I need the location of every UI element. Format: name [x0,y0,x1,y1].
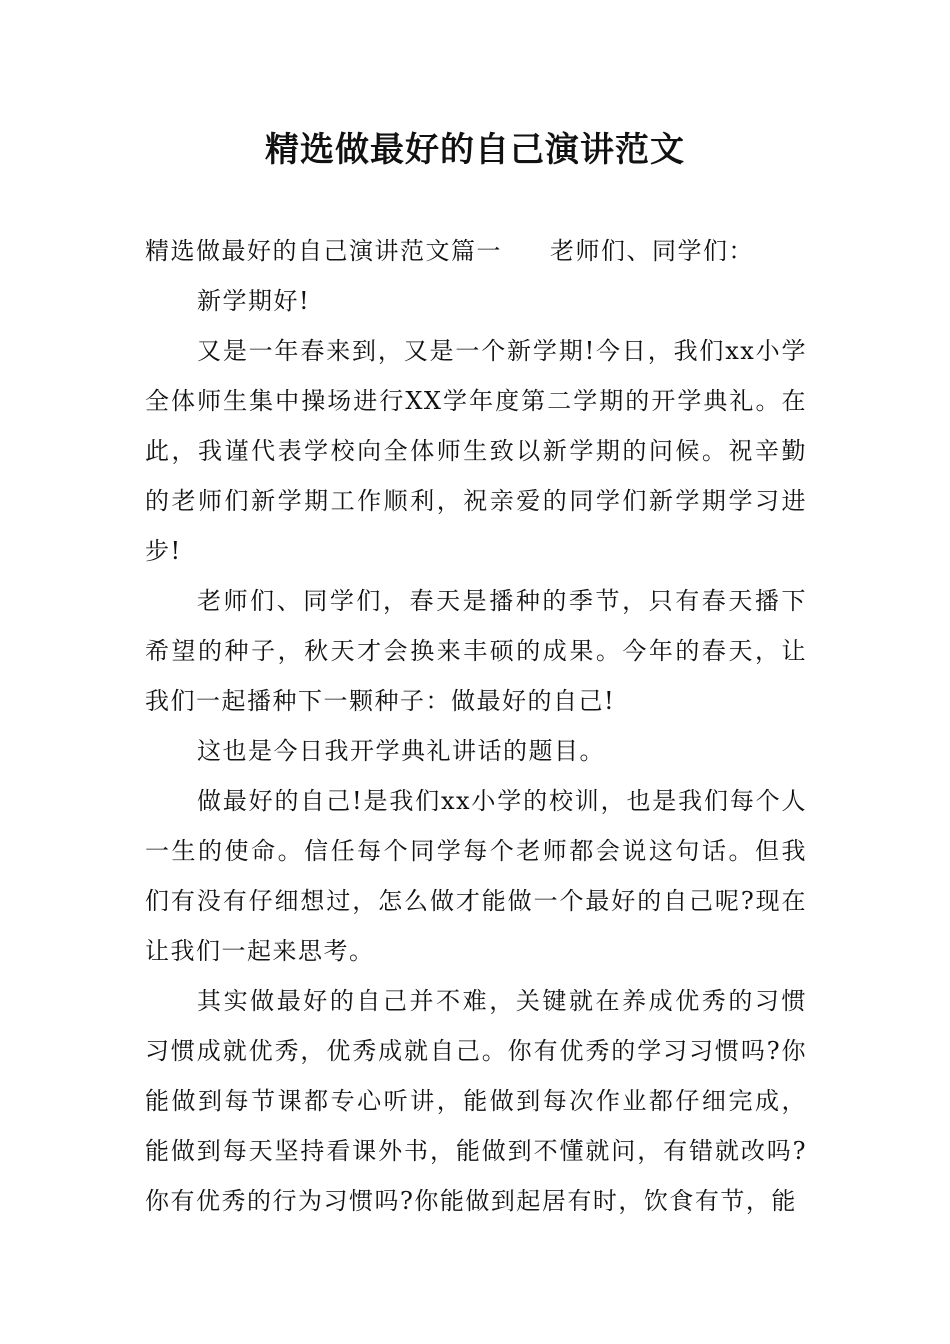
document-title: 精选做最好的自己演讲范文 [265,130,685,170]
document-body [145,226,807,1226]
intro-line [145,226,807,276]
paragraph: 又是一年春来到，又是一个新学期!今日，我们xx小学全体师生集中操场进行XX学年度第二学期的开学典礼。在此，我谨代表学校向全体师生致以新学期的问候。祝辛勤的老师们新学期工作顺利，祝亲爱的同学们新学期学习进步! [145,337,807,565]
intro-salutation: 老师们、同学们： [550,237,754,265]
paragraph: 新学期好! [197,287,311,315]
paragraph: 其实做最好的自己并不难，关键就在养成优秀的习惯习惯成就优秀，优秀成就自己。你有优秀的学习习惯吗?你能做到每节课都专心听讲，能做到每次作业都仔细完成，能做到每天坚持看课外书，能做到不懂就问，有错就改吗?你有优秀的行为习惯吗?你能做到起居有时，饮食有节，能 [145,987,807,1215]
paragraph: 老师们、同学们，春天是播种的季节，只有春天播下希望的种子，秋天才会换来丰硕的成果。今年的春天，让我们一起播种下一颗种子：做最好的自己! [145,587,807,715]
paragraph: 做最好的自己!是我们xx小学的校训，也是我们每个人一生的使命。信任每个同学每个老师都会说这句话。但我们有没有仔细想过，怎么做才能做一个最好的自己呢?现在让我们一起来思考。 [145,787,807,965]
intro-heading: 精选做最好的自己演讲范文篇一 [145,237,502,265]
paragraph: 这也是今日我开学典礼讲话的题目。 [197,737,605,765]
